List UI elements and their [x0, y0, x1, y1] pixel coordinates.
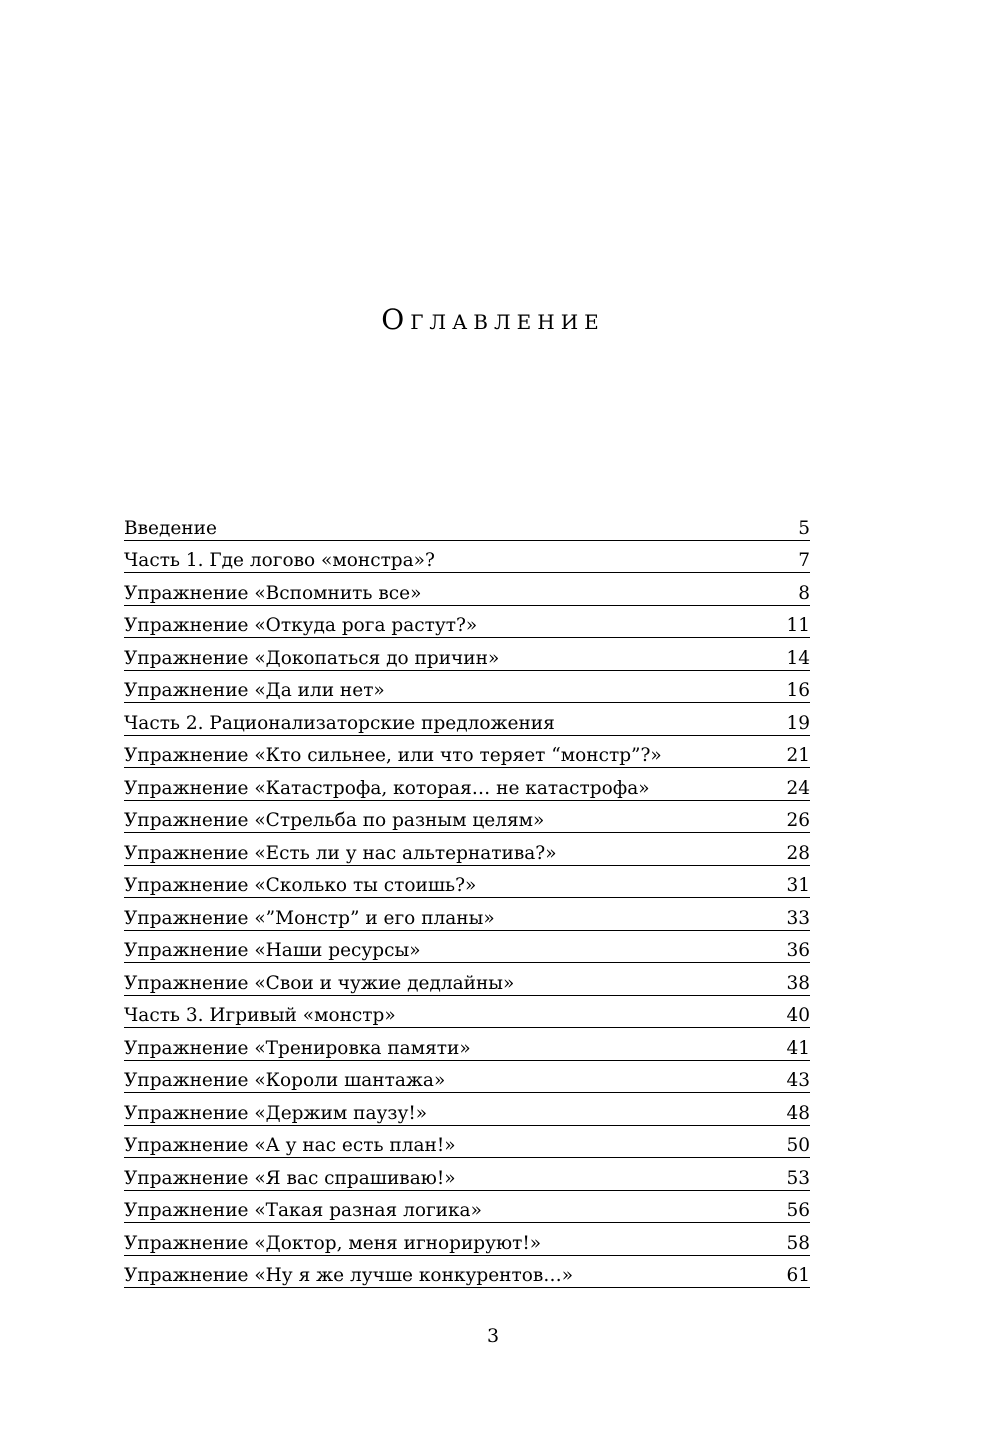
toc-entry[interactable] [124, 801, 810, 834]
toc-entry[interactable] [124, 1256, 810, 1289]
toc-entry-title: Упражнение «Ну я же лучше конкурентов…» [124, 1265, 574, 1286]
toc-entry-title: Введение [124, 517, 217, 539]
toc-entry[interactable] [124, 638, 810, 671]
toc-entry-page: 53 [786, 1167, 810, 1189]
toc-entry-title: Упражнение «Доктор, меня игнорируют!» [124, 1232, 542, 1254]
toc-entry[interactable] [124, 898, 810, 931]
toc-entry[interactable] [124, 606, 810, 639]
toc-entry-title: Упражнение «Короли шантажа» [124, 1070, 446, 1091]
page-number: 3 [486, 1325, 500, 1347]
toc-entry-title: Упражнение «Да или нет» [124, 680, 385, 701]
toc-entry-title: Упражнение «Есть ли у нас альтернатива?» [124, 842, 557, 864]
toc-entry-page: 38 [786, 972, 810, 994]
toc-entry-title: Упражнение «”Монстр” и его планы» [124, 907, 495, 929]
toc-entry[interactable] [124, 573, 810, 606]
toc-entry-title: Часть 2. Рационализаторские предложения [124, 712, 555, 734]
toc-entry[interactable] [124, 768, 810, 801]
toc-entry[interactable] [124, 1191, 810, 1224]
toc-entry-page: 28 [786, 842, 810, 864]
toc-entry[interactable] [124, 1158, 810, 1191]
toc-entry[interactable] [124, 866, 810, 899]
toc-entry-title: Упражнение «Я вас спрашиваю!» [124, 1167, 456, 1189]
toc-entry-title: Упражнение «Вспомнить все» [124, 582, 422, 604]
toc-entry-page: 40 [786, 1005, 810, 1026]
toc-entry-title: Упражнение «Тренировка памяти» [124, 1037, 471, 1059]
toc-entry-page: 16 [786, 680, 810, 701]
toc-entry-page: 5 [798, 517, 810, 539]
toc-entry-page: 61 [786, 1265, 810, 1286]
toc-entry-title: Упражнение «Катастрофа, которая… не катастрофа» [124, 777, 650, 799]
toc-entry[interactable] [124, 1028, 810, 1061]
toc-entry-page: 8 [798, 582, 810, 604]
toc-entry-title: Упражнение «Такая разная логика» [124, 1200, 482, 1221]
toc-entry[interactable] [124, 703, 810, 736]
toc-entry-page: 11 [786, 615, 810, 636]
toc-entry-page: 36 [786, 940, 810, 961]
toc-entry[interactable] [124, 996, 810, 1029]
toc-entry-title: Упражнение «Кто сильнее, или что теряет “монстр”?» [124, 745, 662, 766]
page-title: Оглавление [381, 303, 605, 336]
toc-entry[interactable] [124, 736, 810, 769]
toc-entry-title: Упражнение «Докопаться до причин» [124, 647, 500, 669]
toc-entry[interactable] [124, 541, 810, 574]
toc-entry-page: 24 [786, 777, 810, 799]
toc-entry-page: 56 [786, 1200, 810, 1221]
toc-entry-title: Упражнение «Наши ресурсы» [124, 940, 421, 961]
toc-entry-page: 43 [786, 1070, 810, 1091]
toc-entry[interactable] [124, 671, 810, 704]
toc-entry-title: Упражнение «Стрельба по разным целям» [124, 810, 545, 831]
toc-entry[interactable] [124, 1061, 810, 1094]
toc-entry-page: 26 [786, 810, 810, 831]
toc-entry-title: Упражнение «Свои и чужие дедлайны» [124, 972, 515, 994]
table-of-contents [124, 508, 810, 1288]
toc-entry-title: Упражнение «А у нас есть план!» [124, 1135, 456, 1156]
toc-entry-page: 50 [786, 1135, 810, 1156]
toc-entry-page: 14 [786, 647, 810, 669]
toc-entry-page: 19 [786, 712, 810, 734]
toc-entry-page: 7 [798, 550, 810, 571]
toc-entry-title: Упражнение «Откуда рога растут?» [124, 615, 478, 636]
toc-entry-page: 41 [786, 1037, 810, 1059]
toc-entry[interactable] [124, 1093, 810, 1126]
toc-entry-page: 21 [786, 745, 810, 766]
toc-entry-page: 31 [786, 875, 810, 896]
toc-entry[interactable] [124, 1223, 810, 1256]
toc-entry-page: 58 [786, 1232, 810, 1254]
toc-entry-page: 48 [786, 1102, 810, 1124]
toc-entry[interactable] [124, 508, 810, 541]
toc-entry-title: Упражнение «Держим паузу!» [124, 1102, 428, 1124]
toc-entry[interactable] [124, 833, 810, 866]
toc-entry-title: Часть 3. Игривый «монстр» [124, 1005, 396, 1026]
toc-entry[interactable] [124, 963, 810, 996]
toc-entry[interactable] [124, 931, 810, 964]
toc-entry[interactable] [124, 1126, 810, 1159]
toc-entry-title: Часть 1. Где логово «монстра»? [124, 550, 435, 571]
toc-entry-page: 33 [786, 907, 810, 929]
toc-entry-title: Упражнение «Сколько ты стоишь?» [124, 875, 477, 896]
